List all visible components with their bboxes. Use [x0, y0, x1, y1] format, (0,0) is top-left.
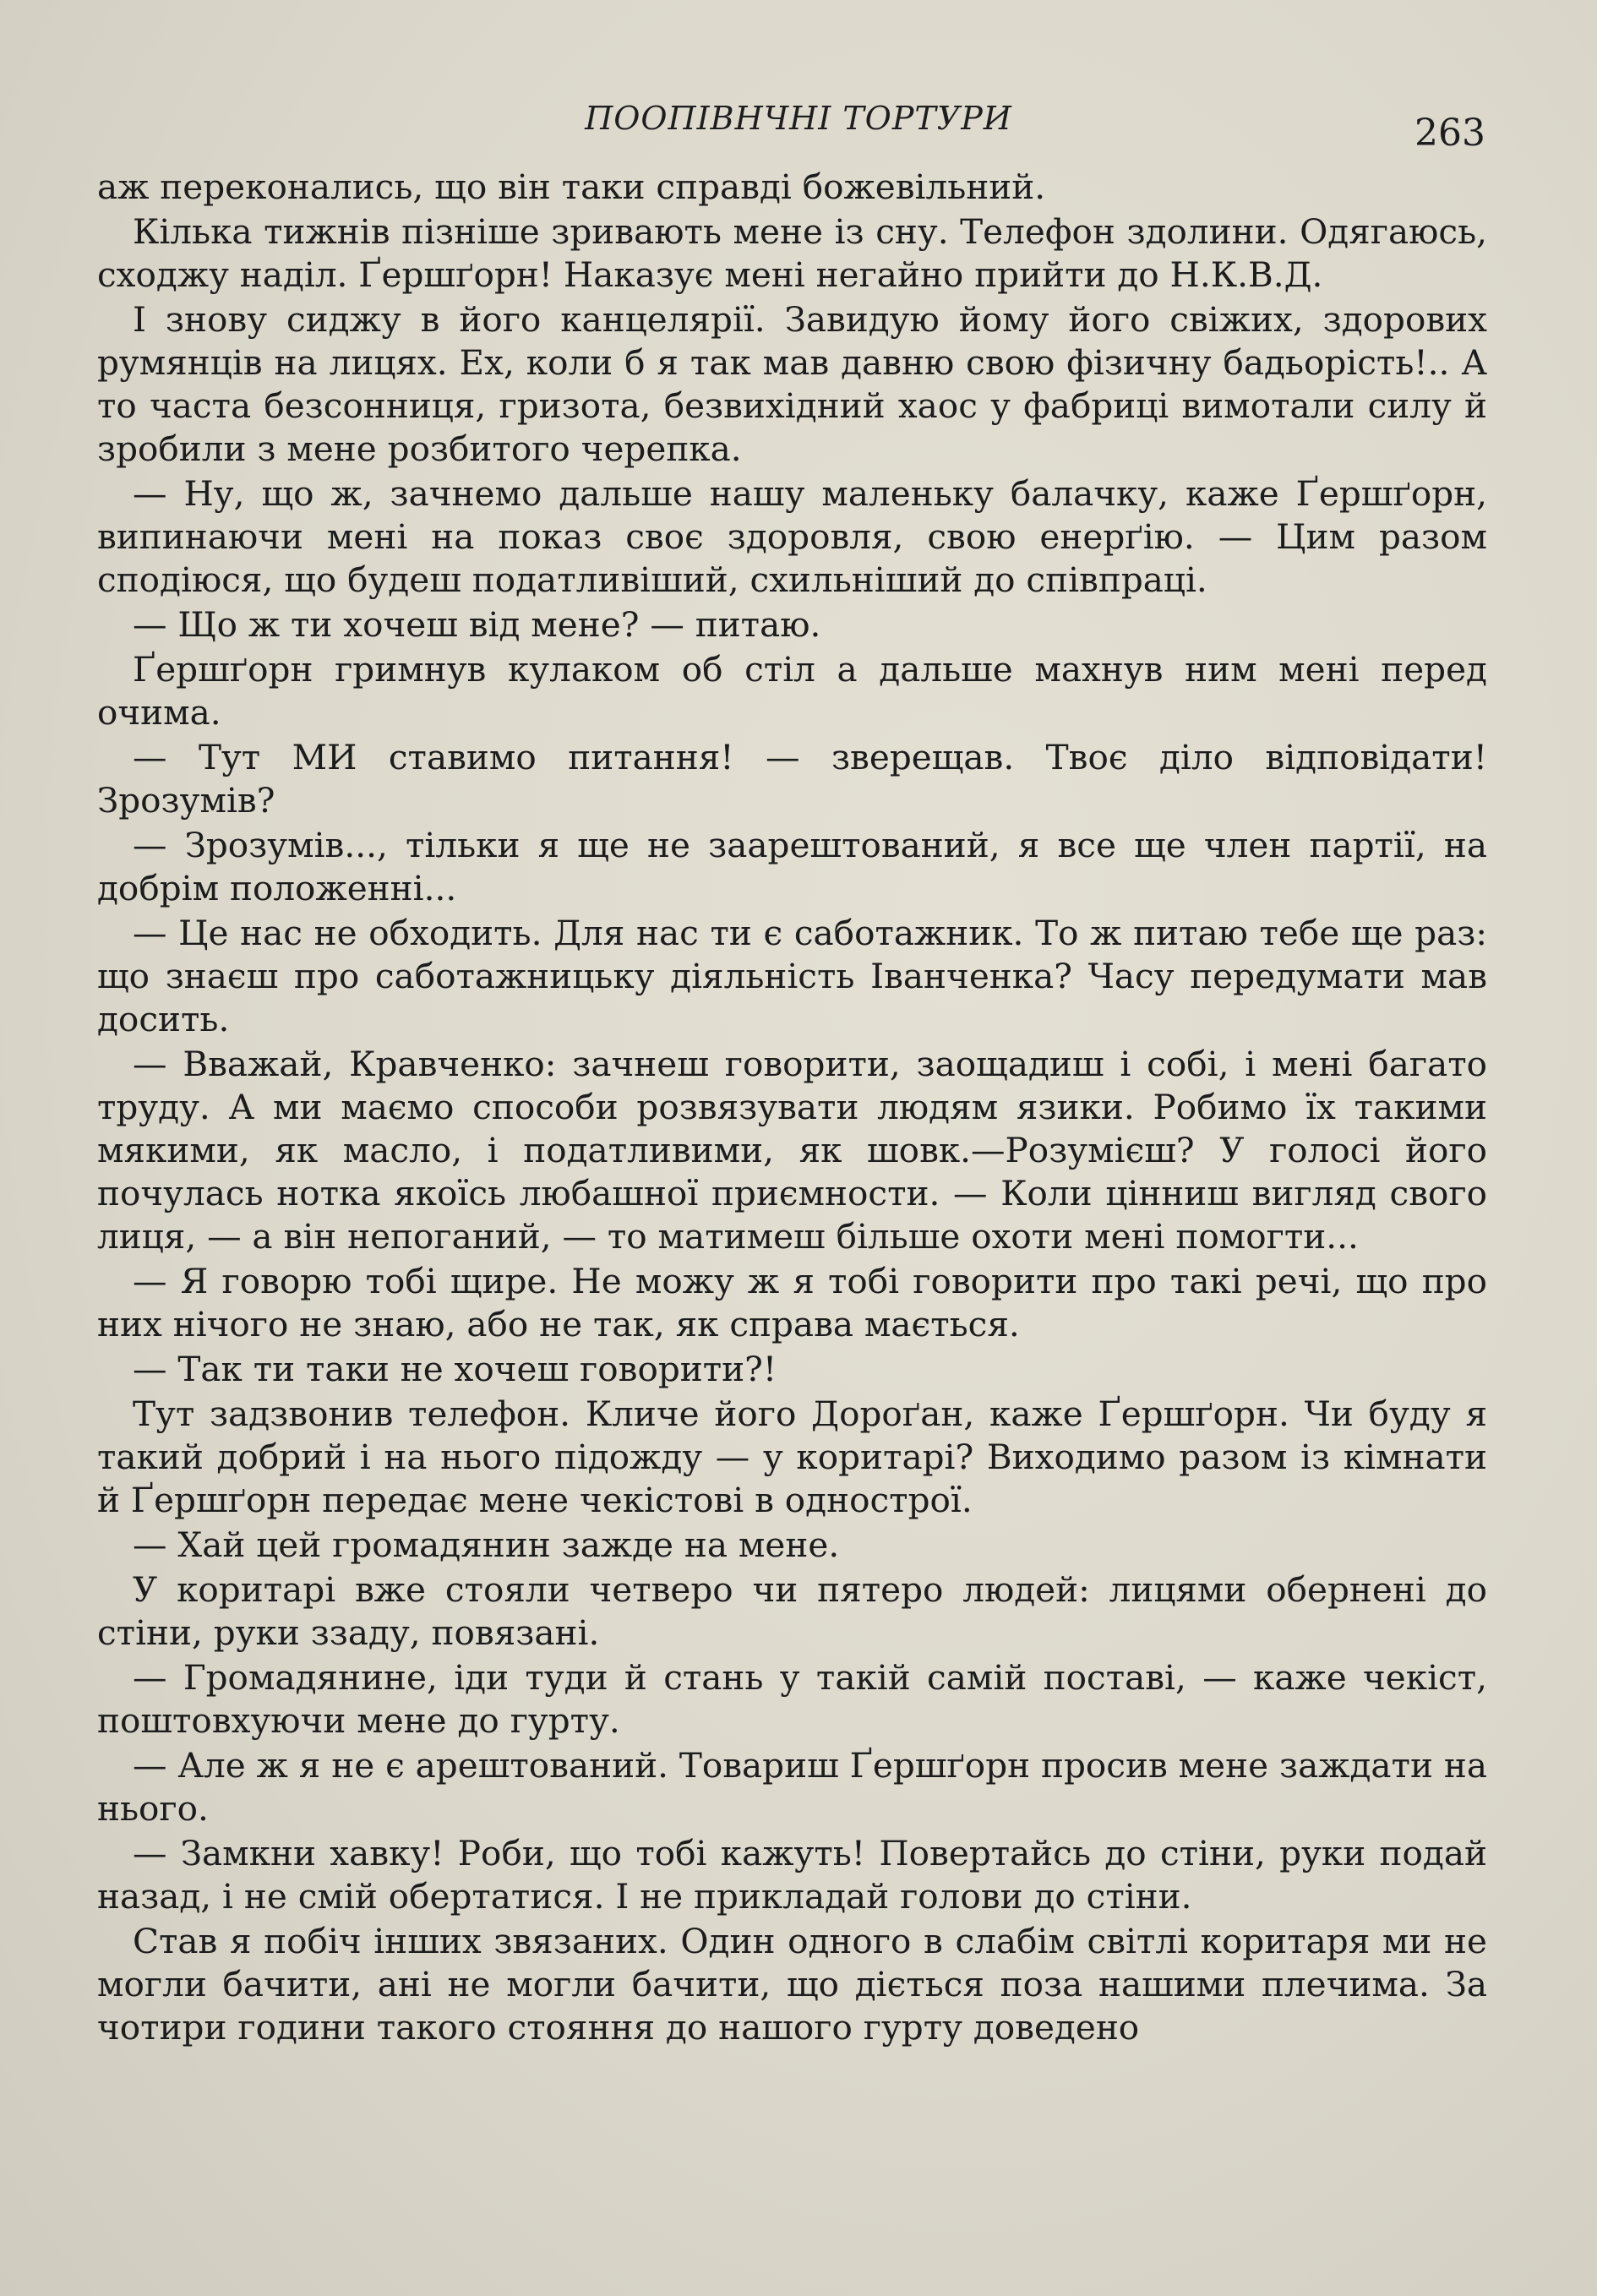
paragraph: — Хай цей громадянин зажде на мене.: [133, 1524, 840, 1565]
paragraph: — Громадянине, іди туди й стань у такій самій поставі, — каже чекіст, поштовхуючи мене до гурту.: [97, 1657, 1487, 1741]
paragraph: Став я побіч інших звязаних. Один одного в слабім світлі коритаря ми не могли бачити, ані не могли бачити, що діється поза нашими плечима. За чотири години такого стояння до нашого гурту доведено: [97, 1921, 1487, 2048]
paragraph: — Зрозумів..., тільки я ще не заарештований, я все ще член партії, на добрім положенні...: [97, 825, 1487, 908]
paragraph: Кілька тижнів пізніше зривають мене із сну. Телефон здолини. Одягаюсь, сходжу наділ. Ґершґорн! Наказує мені негайно прийти до Н.К.В.Д.: [97, 211, 1487, 295]
paragraph: аж переконались, що він таки справді божевільний.: [97, 166, 1046, 207]
paragraph: — Вважай, Кравченко: зачнеш говорити, заощадиш і собі, і мені багато труду. А ми маємо способи розвязувати людям язики. Робимо їх такими мякими, як масло, і податливими, як шовк.—Розумієш? У голосі його почулась нотка якоїсь любашної приємности. — Коли цінниш вигляд свого лиця, — а він непоганий, — то матимеш більше охоти мені помогти...: [97, 1044, 1487, 1257]
body-text: [97, 166, 1487, 2051]
paragraph: Ґершґорн гримнув кулаком об стіл а дальше махнув ним мені перед очима.: [97, 649, 1487, 733]
paragraph: — Але ж я не є арештований. Товариш Ґершґорн просив мене заждати на нього.: [97, 1745, 1487, 1829]
paragraph: — Так ти таки не хочеш говорити?!: [133, 1349, 777, 1389]
paragraph: — Тут МИ ставимо питання! — зверещав. Твоє діло відповідати! Зрозумів?: [97, 737, 1487, 821]
page-number: 263: [1414, 112, 1485, 155]
paragraph: — Я говорю тобі щире. Не можу ж я тобі говорити про такі речі, що про них нічого не знаю, або не так, як справа мається.: [97, 1261, 1487, 1344]
running-title: ПООПІВНЧНІ ТОРТУРИ: [585, 100, 1012, 137]
paragraph: — Це нас не обходить. Для нас ти є саботажник. То ж питаю тебе ще раз: що знаєш про саботажницьку діяльність Іванченка? Часу передумати мав досить.: [97, 913, 1487, 1039]
paragraph: — Замкни хавку! Роби, що тобі кажуть! Повертайсь до стіни, руки подай назад, і не смій обертатися. І не прикладай голови до стіни.: [97, 1833, 1487, 1917]
paragraph: Тут задзвонив телефон. Кличе його Дороґан, каже Ґершґорн. Чи буду я такий добрий і на нього підожду — у коритарі? Виходимо разом із кімнати й Ґершґорн передає мене чекістові в однострої.: [97, 1393, 1487, 1520]
paragraph: — Ну, що ж, зачнемо дальше нашу маленьку балачку, каже Ґершґорн, випинаючи мені на показ своє здоровля, свою енерґію. — Цим разом сподіюся, що будеш податливіший, схильніший до співпраці.: [97, 473, 1487, 600]
paragraph: — Що ж ти хочеш від мене? — питаю.: [133, 604, 821, 645]
paragraph: У коритарі вже стояли четверо чи пятеро людей: лицями обернені до стіни, руки ззаду, повязані.: [97, 1569, 1487, 1653]
paragraph: І знову сиджу в його канцелярії. Завидую йому його свіжих, здорових румянців на лицях. Ех, коли б я так мав давню свою фізичну бадьорість!.. А то часта безсонниця, гризота, безвихідний хаос у фабриці вимотали силу й зробили з мене розбитого черепка.: [97, 299, 1487, 469]
